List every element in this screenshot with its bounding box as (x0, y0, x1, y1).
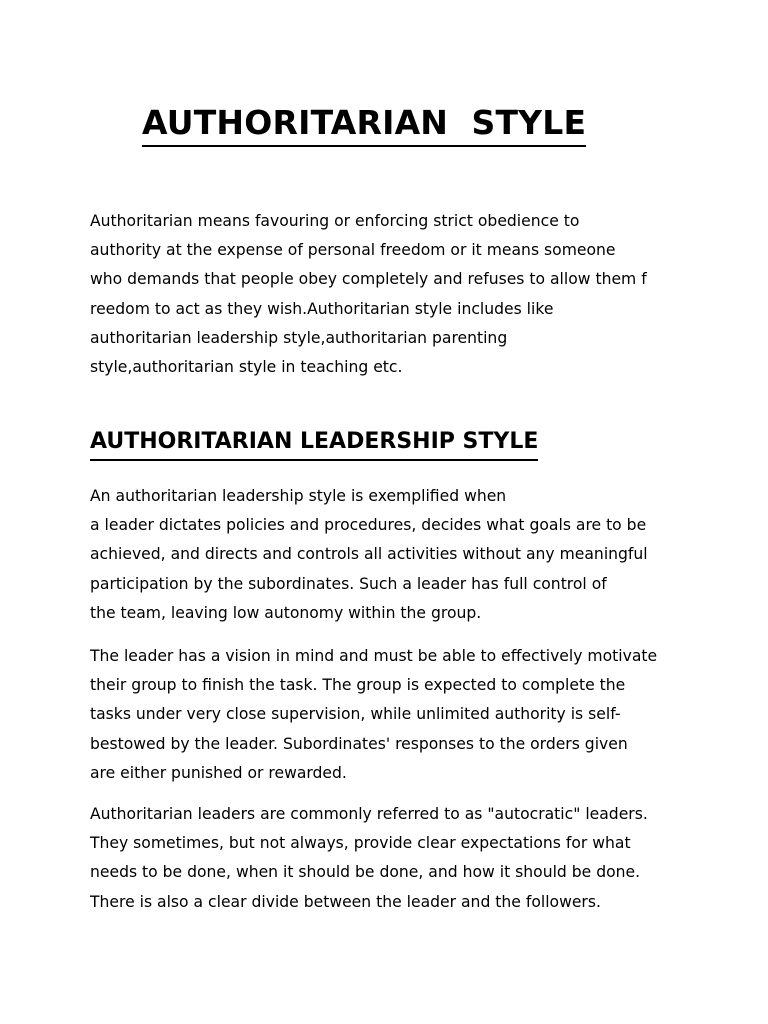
paragraph-line: who demands that people obey completely and refuses to allow them f (90, 270, 647, 289)
paragraph-line: are either punished or rewarded. (90, 763, 347, 782)
paragraph-line: achieved, and directs and controls all activities without any meaningful (90, 545, 648, 564)
paragraph-line: Authoritarian leaders are commonly referred to as "autocratic" leaders. (90, 805, 648, 823)
paragraph-line: style,authoritarian style in teaching etc. (90, 358, 403, 377)
paragraph-line: authoritarian leadership style,authoritarian parenting (90, 328, 508, 347)
paragraph-line: their group to finish the task. The group is expected to complete the (90, 676, 626, 695)
paragraph-line: needs to be done, when it should be done, and how it should be done. (90, 863, 641, 882)
paragraph-line: They sometimes, but not always, provide clear expectations for what (90, 834, 631, 853)
section-heading: AUTHORITARIAN LEADERSHIP STYLE (90, 425, 538, 461)
paragraph-line: a leader dictates policies and procedures, decides what goals are to be (90, 516, 647, 535)
paragraph-line: tasks under very close supervision, while unlimited authority is self- (90, 705, 621, 724)
paragraph-line: authority at the expense of personal freedom or it means someone (90, 241, 616, 260)
section-paragraph-3 (90, 800, 700, 917)
paragraph-line: Authoritarian means favouring or enforcing strict obedience to (90, 212, 580, 230)
paragraph-line: bestowed by the leader. Subordinates' responses to the orders given (90, 734, 628, 753)
section-paragraph-2 (90, 642, 700, 788)
paragraph-line: participation by the subordinates. Such a leader has full control of (90, 574, 607, 593)
paragraph-line: reedom to act as they wish.Authoritarian style includes like (90, 299, 554, 318)
paragraph-line: the team, leaving low autonomy within the group. (90, 603, 482, 622)
section-paragraph-1 (90, 482, 700, 628)
paragraph-line: There is also a clear divide between the leader and the followers. (90, 892, 601, 911)
paragraph-line: The leader has a vision in mind and must be able to effectively motivate (90, 647, 658, 665)
page-title: AUTHORITARIAN STYLE (142, 101, 586, 147)
intro-paragraph (90, 207, 700, 382)
paragraph-line: An authoritarian leadership style is exemplified when (90, 487, 507, 505)
